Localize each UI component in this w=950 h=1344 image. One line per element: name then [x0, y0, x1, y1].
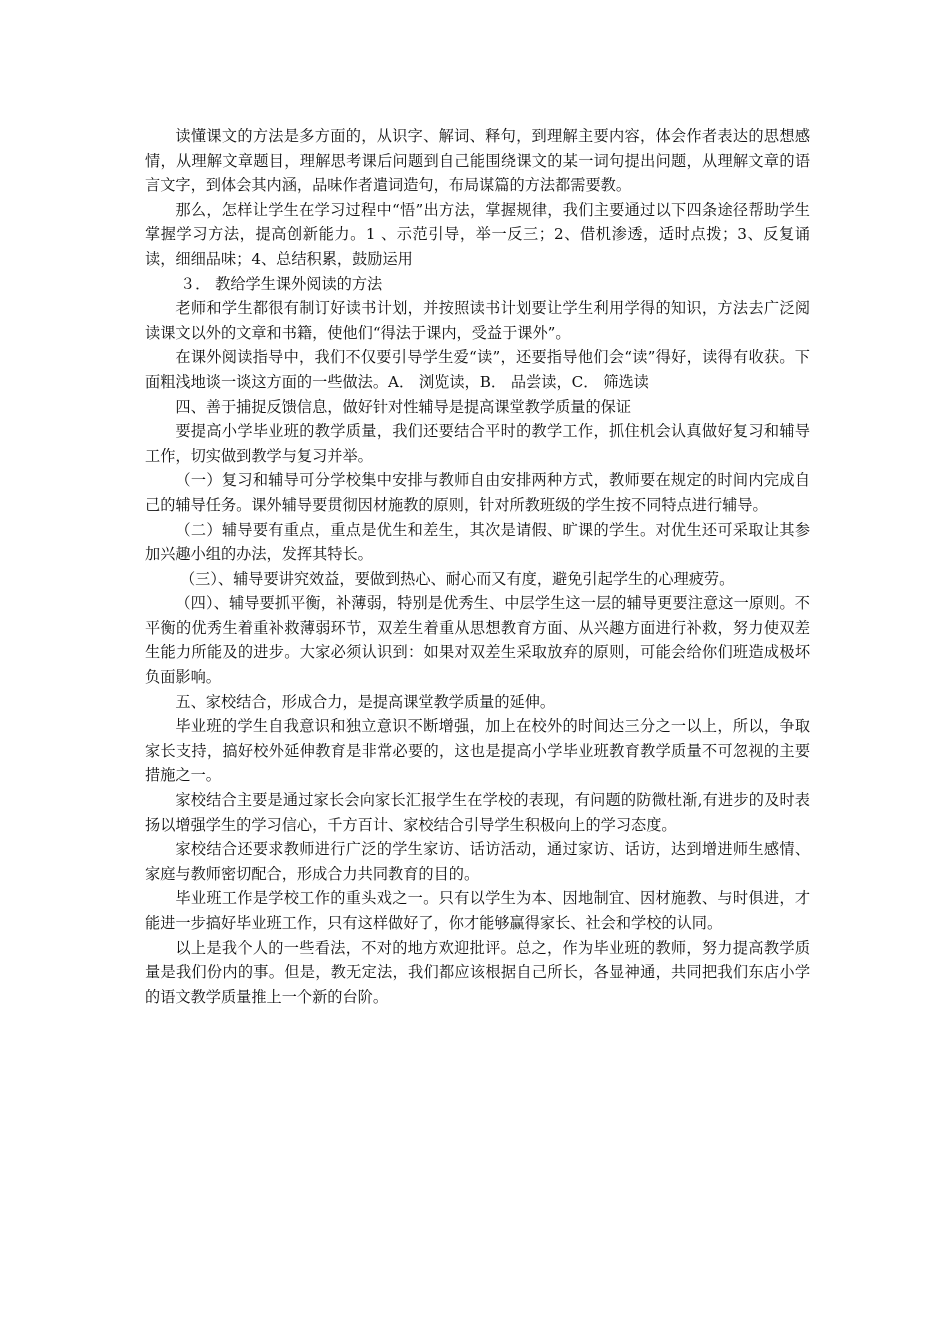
paragraph-reading-plan: 老师和学生都很有制订好读书计划，并按照读书计划要让学生利用学得的知识，方法去广泛阅读课文以外的文章和书籍，使他们“得法于课内，受益于课外”。 [145, 299, 810, 342]
heading-extracurricular-reading: ３． 教给学生课外阅读的方法 [179, 274, 383, 293]
paragraph-graduating-class: 毕业班的学生自我意识和独立意识不断增强，加上在校外的时间达三分之一以上，所以，争取家长支持，搞好校外延伸教育是非常必要的，这也是提高小学毕业班教育教学质量不可忽视的主要措施之一。 [145, 717, 810, 785]
paragraph-tutoring-item-1: （一）复习和辅导可分学校集中安排与教师自由安排两种方式，教师要在规定的时间内完成自己的辅导任务。课外辅导要贯彻因材施教的原则，针对所教班级的学生按不同特点进行辅导。 [145, 471, 810, 514]
paragraph-key-work: 毕业班工作是学校工作的重头戏之一。只有以学生为本、因地制宜、因材施教、与时俱进，才能进一步搞好毕业班工作，只有这样做好了，你才能够赢得家长、社会和学校的认同。 [145, 889, 810, 932]
document-body [145, 124, 810, 1009]
paragraph-tutoring-item-3: （三）、辅导要讲究效益，要做到热心、耐心而又有度，避免引起学生的心理疲劳。 [179, 569, 735, 588]
heading-section-five: 五、家校结合，形成合力，是提高课堂教学质量的延伸。 [175, 692, 556, 711]
paragraph-tutoring-item-2: （二）辅导要有重点，重点是优生和差生，其次是请假、旷课的学生。对优生还可采取让其参加兴趣小组的办法，发挥其特长。 [145, 520, 810, 564]
paragraph-review-and-tutoring: 要提高小学毕业班的教学质量，我们还要结合平时的教学工作，抓住机会认真做好复习和辅导工作，切实做到教学与复习并举。 [145, 422, 810, 465]
paragraph-tutoring-item-4: （四）、辅导要抓平衡，补薄弱，特别是优秀生、中层学生这一层的辅导更要注意这一原则。不平衡的优秀生着重补救薄弱环节，双差生着重从思想教育方面、从兴趣方面进行补救，努力使双差生能力所能及的进步。大家必须认识到：如果对双差生采取放弃的原则，可能会给你们班造成极坏负面影响。 [145, 594, 810, 687]
paragraph-parent-meetings: 家校结合主要是通过家长会向家长汇报学生在学校的表现，有问题的防微杜渐,有进步的及时表扬以增强学生的学习信心，千方百计、家校结合引导学生积极向上的学习态度。 [145, 791, 810, 834]
paragraph-learning-approaches: 那么，怎样让学生在学习过程中“悟”出方法，掌握规律，我们主要通过以下四条途径帮助学生掌握学习方法，提高创新能力。1 、示范引导，举一反三；2、借机渗透，适时点拨；3、反复诵读，细细品味；4、总结积累，鼓励运用 [145, 200, 810, 268]
paragraph-reading-methods: 读懂课文的方法是多方面的，从识字、解词、释句，到理解主要内容，体会作者表达的思想感情，从理解文章题目，理解思考课后问题到自己能围绕课文的某一词句提出问题，从理解文章的语言文字，到体会其内涵，品味作者遣词造句，布局谋篇的方法都需要教。 [145, 127, 810, 195]
paragraph-conclusion: 以上是我个人的一些看法，不对的地方欢迎批评。总之，作为毕业班的教师，努力提高教学质量是我们份内的事。但是，教无定法，我们都应该根据自己所长，各显神通，共同把我们东店小学的语文教学质量推上一个新的台阶。 [145, 938, 810, 1006]
heading-section-four: 四、善于捕捉反馈信息，做好针对性辅导是提高课堂教学质量的保证 [175, 397, 632, 416]
paragraph-home-visits: 家校结合还要求教师进行广泛的学生家访、话访活动，通过家访、话访，达到增进师生感情、家庭与教师密切配合，形成合力共同教育的目的。 [145, 840, 810, 883]
paragraph-reading-guidance: 在课外阅读指导中，我们不仅要引导学生爱“读”，还要指导他们会“读”得好，读得有收获。下面粗浅地谈一谈这方面的一些做法。A． 浏览读，B． 品尝读，C． 筛选读 [145, 348, 810, 391]
